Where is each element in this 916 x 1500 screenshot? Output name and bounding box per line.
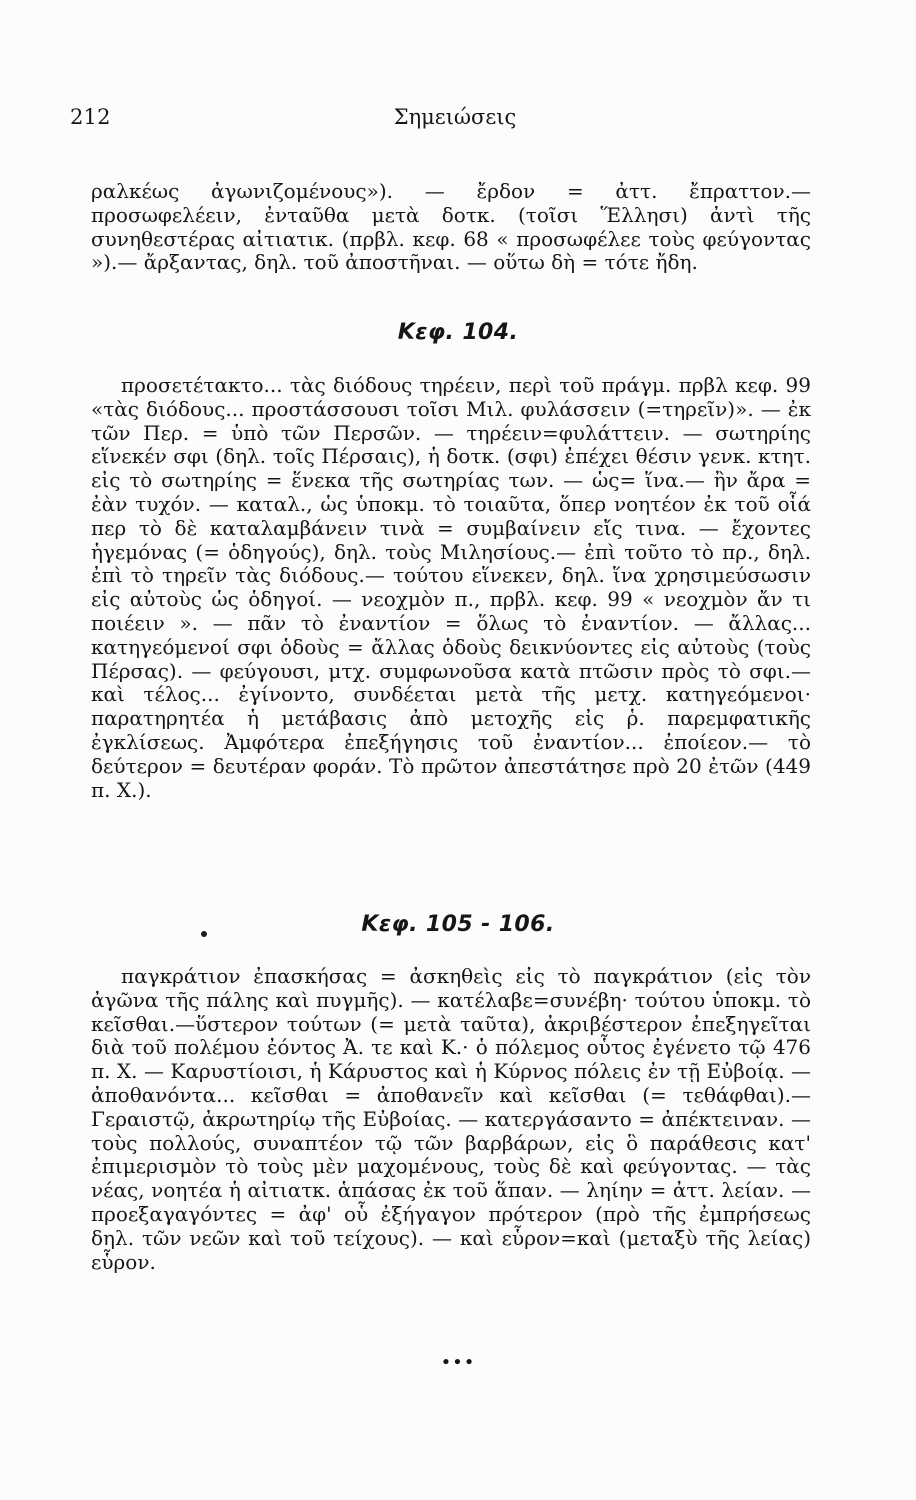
page-header <box>70 103 840 137</box>
intro-paragraph: ραλκέως ἀγωνιζομένους»). — ἔρδον = ἀττ. ἔπραττον.— προσωφελέειν, ἐνταῦθα μετὰ δοτκ. (τοῖσι Ἕλλησι) ἀντὶ τῆς συνηθεστέρας αἰτιατικ. (πρβλ. κεφ. 68 « προσωφέλεε τοὺς φεύγοντας »).— ἄρξαντας, δηλ. τοῦ ἀποστῆναι. — οὕτω δὴ = τότε ἤδη. <box>91 179 811 275</box>
chapter-heading-104: Κεφ. 104. <box>397 320 519 345</box>
page-number: 212 <box>70 105 111 129</box>
chapter-104-notes <box>91 374 811 802</box>
chapter-105-106-paragraph: παγκράτιον ἐπασκήσας = ἀσκηθεὶς εἰς τὸ παγκράτιον (εἰς τὸν ἀγῶνα τῆς πάλης καὶ πυγμῆς). — κατέλαβε=συνέβη· τούτου ὑποκμ. τὸ κεῖσθαι.—ὕστερον τούτων (= μετὰ ταῦτα), ἀκριβέστερον ἐπεξηγεῖται διὰ τοῦ πολέμου ἐόντος Ἀ. τε καὶ Κ.· ὁ πόλεμος οὗτος ἐγένετο τῷ 476 π. Χ. — Καρυστίοισι, ἡ Κάρυστος καὶ ἡ Κύρνος πόλεις ἐν τῇ Εὐβοίᾳ. — ἀποθανόντα... κεῖσθαι = ἀποθανεῖν καὶ κεῖσθαι (= τεθάφθαι).— Γεραιστῷ, ἀκρωτηρίῳ τῆς Εὐβοίας. — κατεργάσαντο = ἀπέκτειναν. — τοὺς πολλούς, συναπτέον τῷ τῶν βαρβάρων, εἰς ὃ παράθεσις κατ' ἐπιμερισμὸν τὸ τοὺς μὲν μαχομένους, τοὺς δὲ καὶ φεύγοντας. — τὰς νέας, νοητέα ἡ αἰτιατκ. ἁπάσας ἐκ τοῦ ἅπαν. — ληίην = ἀττ. λείαν. — προεξαγαγόντες = ἀφ' οὗ ἐξήγαγον πρότερον (πρὸ τῆς ἐμπρήσεως δηλ. τῶν νεῶν καὶ τοῦ τείχους). — καὶ εὗρον=καὶ (μεταξὺ τῆς λείας) εὗρον. <box>91 964 811 1274</box>
chapter-104-paragraph: προσετέτακτο... τὰς διόδους τηρέειν, περὶ τοῦ πράγμ. πρβλ κεφ. 99 «τὰς διόδους... προστάσσουσι τοῖσι Μιλ. φυλάσσειν (=τηρεῖν)». — ἐκ τῶν Περ. = ὑπὸ τῶν Περσῶν. — τηρέειν=φυλάττειν. — σωτηρίης εἵνεκέν σφι (δηλ. τοῖς Πέρσαις), ἡ δοτκ. (σφι) ἐπέχει θέσιν γενκ. κτητ. εἰς τὸ σωτηρίης = ἕνεκα τῆς σωτηρίας των. — ὡς= ἵνα.— ἢν ἄρα = ἐὰν τυχόν. — καταλ., ὡς ὑποκμ. τὸ τοιαῦτα, ὅπερ νοητέον ἐκ τοῦ οἷά περ τὸ δὲ καταλαμβάνειν τινὰ = συμβαίνειν εἴς τινα. — ἔχοντες ἡγεμόνας (= ὁδηγούς), δηλ. τοὺς Μιλησίους.— ἐπὶ τοῦτο τὸ πρ., δηλ. ἐπὶ τὸ τηρεῖν τὰς διόδους.— τούτου εἵνεκεν, δηλ. ἵνα χρησιμεύσωσιν εἰς αὐτοὺς ὡς ὁδηγοί. — νεοχμὸν π., πρβλ. κεφ. 99 « νεοχμὸν ἄν τι ποιέειν ». — πᾶν τὸ ἐναντίον = ὅλως τὸ ἐναντίον. — ἄλλας... κατηγεόμενοί σφι ὁδοὺς = ἄλλας ὁδοὺς δεικνύοντες εἰς αὐτοὺς (τοὺς Πέρσας). — φεύγουσι, μτχ. συμφωνοῦσα κατὰ πτῶσιν πρὸς τὸ σφι.— καὶ τέλος... ἐγίνοντο, συνδέεται μετὰ τῆς μετχ. κατηγεόμενοι· παρατηρητέα ἡ μετάβασις ἀπὸ μετοχῆς εἰς ῥ. παρεμφατικῆς ἐγκλίσεως. Ἀμφότερα ἐπεξήγησις τοῦ ἐναντίον... ἐποίεον.— τὸ δεύτερον = δευτέραν φοράν. Τὸ πρῶτον ἀπεστάτησε πρὸ 20 ἐτῶν (449 π. Χ.). <box>91 373 811 802</box>
intro-note-block <box>91 180 811 275</box>
footer-mark: ••• <box>440 1352 476 1373</box>
chapter-heading-105-106: Κεφ. 105 - 106. <box>361 912 555 937</box>
chapter-105-106-notes <box>91 965 811 1274</box>
running-head: Σημειώσεις <box>393 105 517 129</box>
